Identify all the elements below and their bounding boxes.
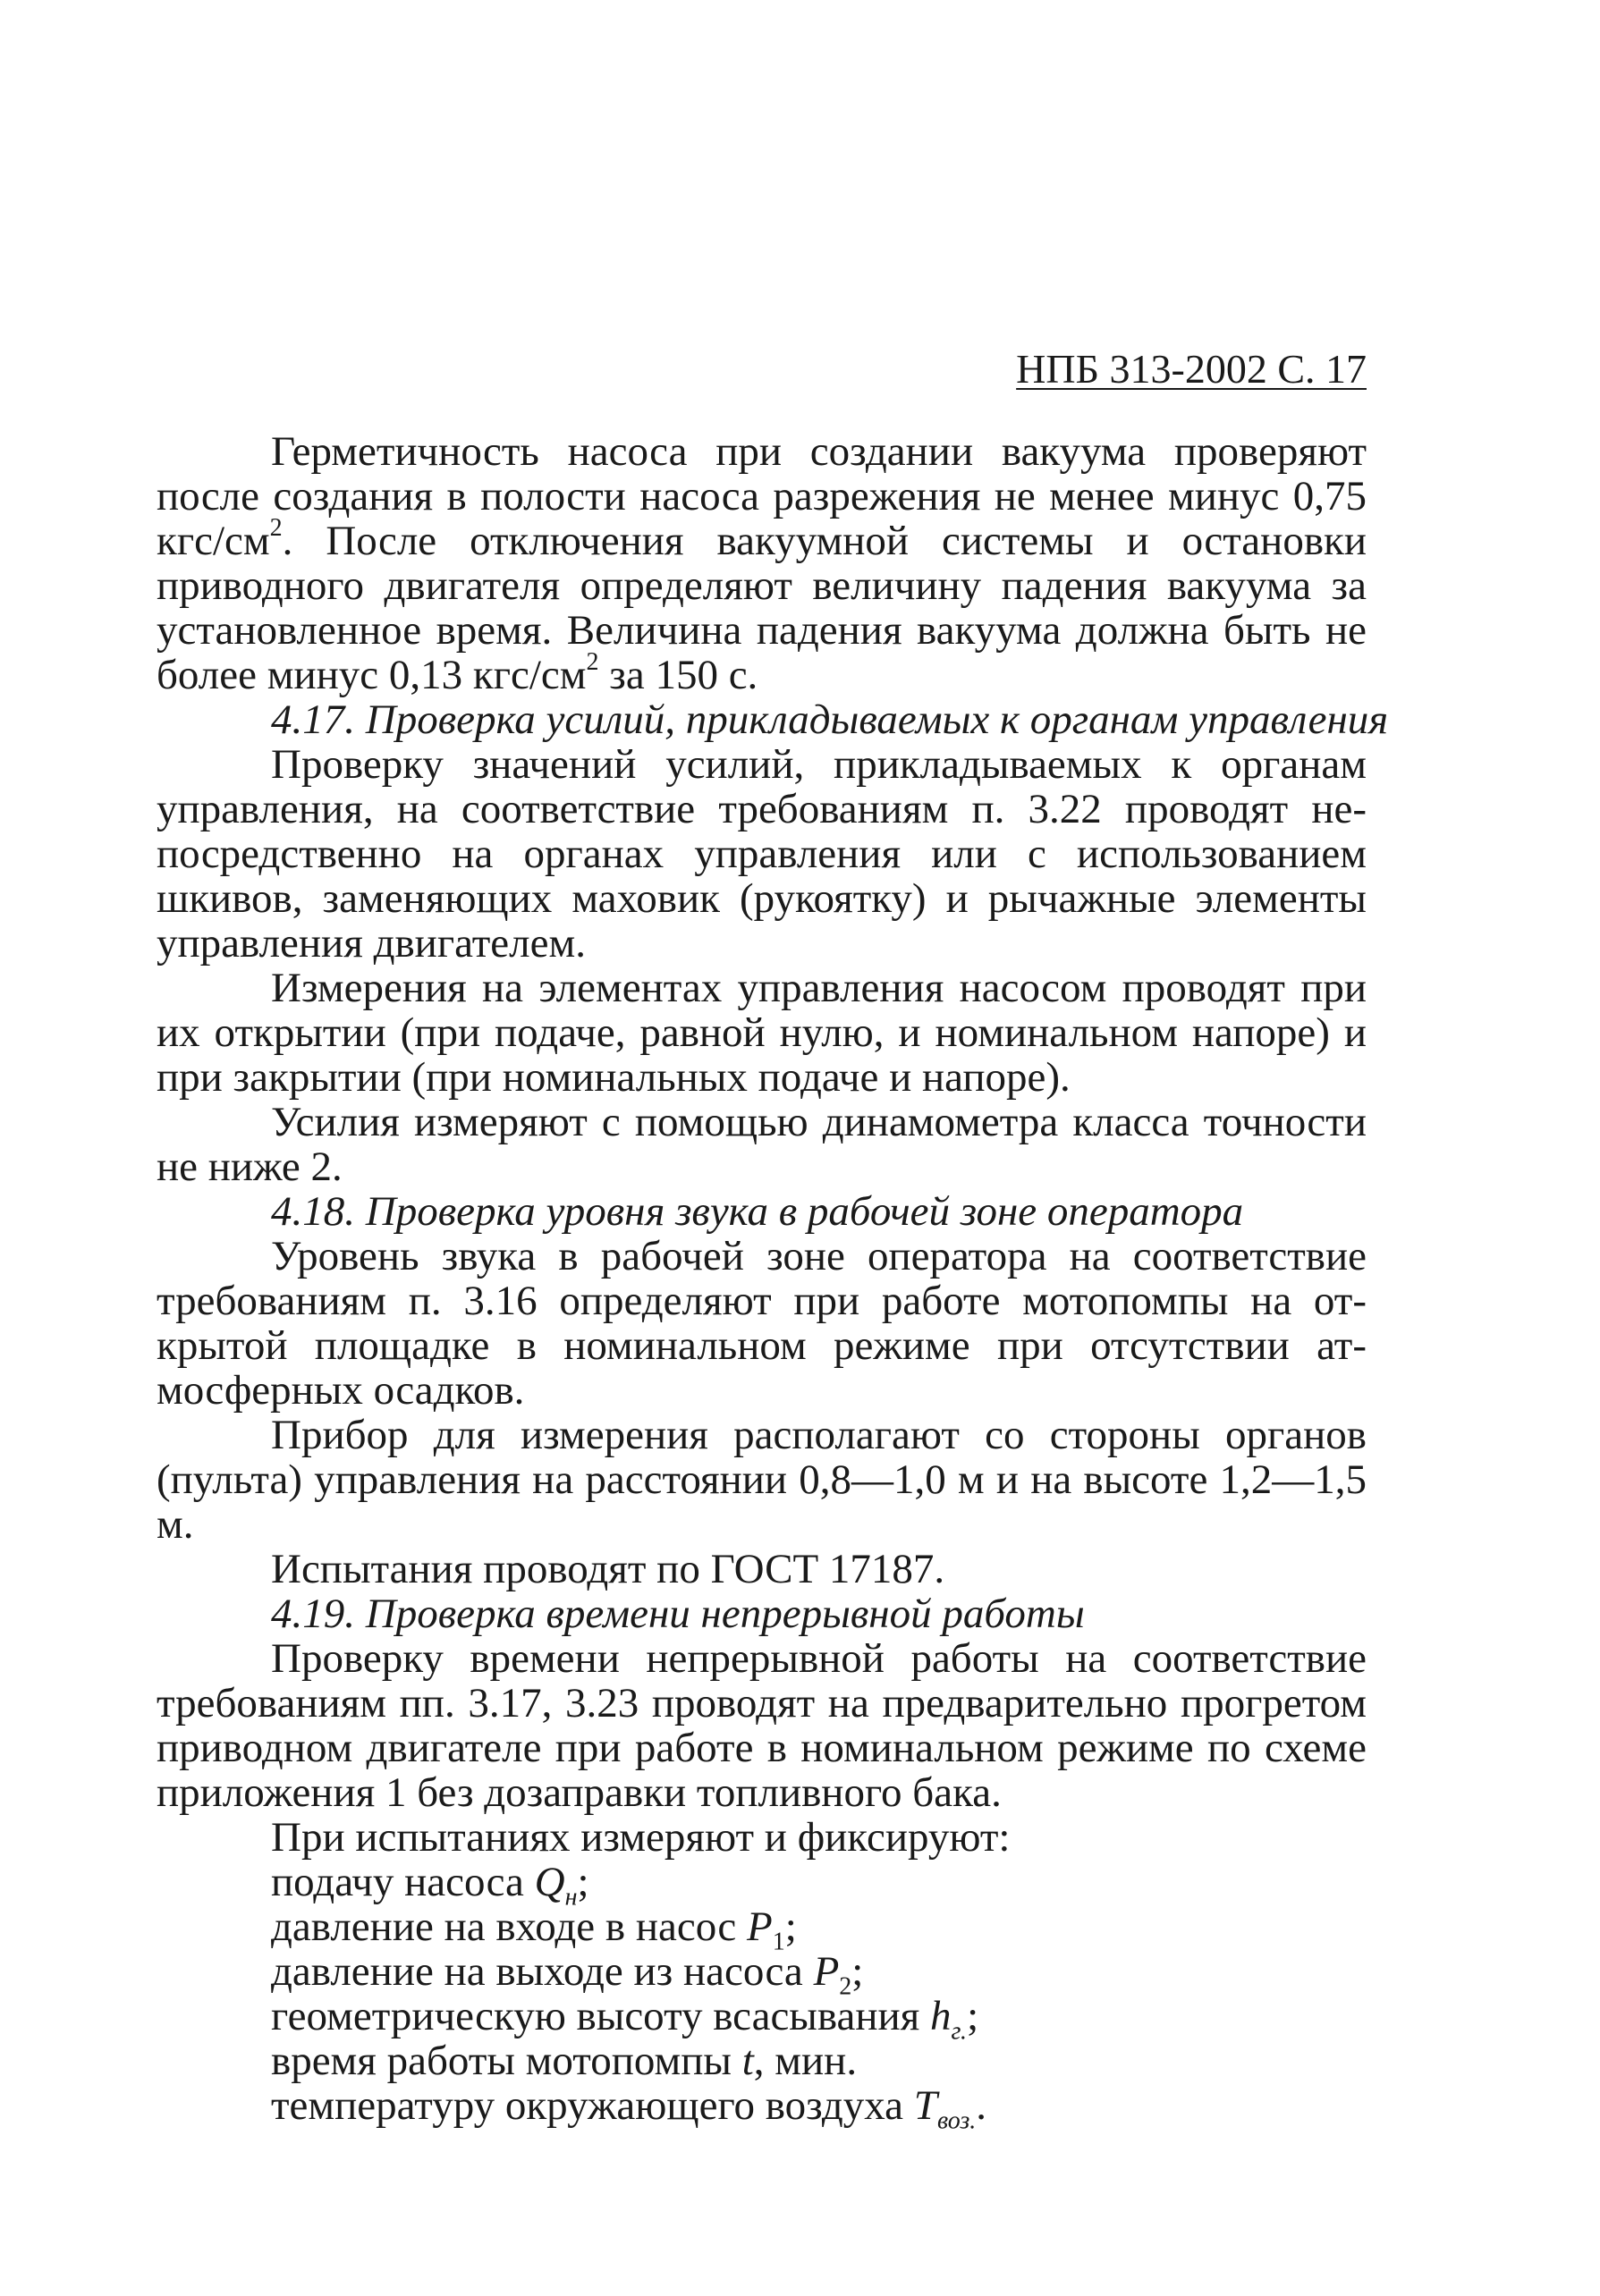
measurement-list (157, 1859, 1367, 2135)
paragraph-measured-params-intro: При испытаниях измеряют и фиксируют: (271, 1814, 1011, 1861)
paragraph-control-forces: Проверку значений усилий, прикладываемых к органам управления, на соответствие требованиям п. 3.22 проводят непосредственно на органах управления или с использованием шкивов, заменяющих маховик (рукоятку) и рычажные элементы управления двигателем. (157, 741, 1367, 967)
paragraph-instrument-position: Прибор для измерения располагают со стороны органов (пульта) управления на расстоянии 0,8—1,0 м и на высоте 1,2—1,5 м. (157, 1412, 1367, 1548)
paragraph-vacuum-tightness: Герметичность насоса при создании вакуума проверяют после создания в полости насоса разрежения не менее минус 0,75 кгс/$см^2$. После отключения вакуумной системы и остановки приводного двигателя определяют величину падения вакуума за установленное время. Величина падения вакуума должна быть не более минус 0,13 кгс/$см^2$ за 150 с. (157, 428, 1367, 698)
section-heading-4-19: 4.19. Проверка времени непрерывной работы (271, 1591, 1085, 1637)
document-body (157, 428, 1389, 2135)
list-item: время работы мотопомпы t, мин. (271, 2038, 858, 2084)
header-text: НПБ 313-2002 С. 17 (1016, 346, 1367, 392)
list-item: давление на выходе из насоса $P_2$; (271, 1948, 864, 2001)
paragraph-gost-reference: Испытания проводят по ГОСТ 17187. (271, 1546, 945, 1592)
list-item: давление на входе в насос $P_1$; (271, 1903, 797, 1956)
section-heading-4-18: 4.18. Проверка уровня звука в рабочей зоне оператора (271, 1188, 1244, 1235)
paragraph-sound-level: Уровень звука в рабочей зоне оператора на соответствие требованиям п. 3.16 определяют при работе мотопомпы на открытой площадке в номинальном режиме при отсутствии атмосферных осадков. (157, 1233, 1367, 1414)
paragraph-control-measurements: Измерения на элементах управления насосом проводят при их открытии (при подаче, равной нулю, и номинальном напоре) и при закрытии (при номинальных подаче и напоре). (157, 965, 1367, 1101)
paragraph-continuous-operation: Проверку времени непрерывной работы на соответствие требованиям пп. 3.17, 3.23 проводят на предварительно прогретом приводном двигателе при работе в номинальном режиме по схеме приложения 1 без дозаправки топливного бака. (157, 1635, 1367, 1816)
list-item: температуру окружающего воздуха $T_{воз.}$. (271, 2082, 987, 2135)
section-heading-4-17: 4.17. Проверка усилий, прикладываемых к органам управления (271, 696, 1389, 743)
paragraph-dynamometer: Усилия измеряют с помощью динамометра класса точности не ниже 2. (157, 1099, 1367, 1190)
list-item: подачу насоса $Q_н$; (271, 1859, 589, 1912)
list-item: геометрическую высоту всасывания $h_{г.}$; (271, 1993, 979, 2046)
page-header (939, 347, 1367, 401)
